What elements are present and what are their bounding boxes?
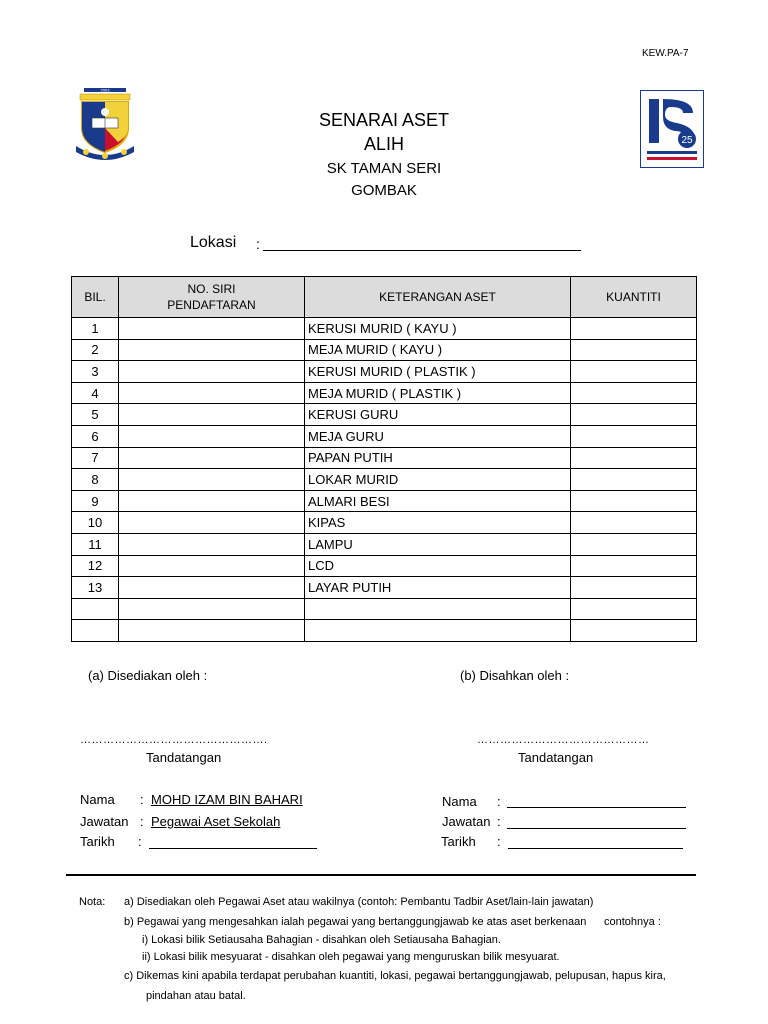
prepared-jawatan-label: Jawatan	[80, 814, 129, 829]
cell-kuantiti[interactable]	[571, 555, 697, 577]
table-row	[72, 533, 697, 555]
cell-no-siri[interactable]	[119, 404, 305, 426]
cell-bil: 7	[72, 447, 119, 469]
cell-bil: 1	[72, 318, 119, 340]
prepared-by-label: (a) Disediakan oleh :	[88, 668, 208, 683]
prepared-signature-label: Tandatangan	[146, 750, 222, 765]
header-kuantiti: KUANTITI	[571, 277, 697, 318]
table-header-row	[72, 277, 697, 318]
cell-no-siri[interactable]	[119, 512, 305, 534]
cell-keterangan: ALMARI BESI	[305, 490, 571, 512]
cell-bil: 4	[72, 382, 119, 404]
prepared-signature-line[interactable]: ………………………………………….	[80, 734, 268, 746]
cell-kuantiti[interactable]	[571, 598, 697, 620]
cell-no-siri[interactable]	[119, 425, 305, 447]
table-row	[72, 447, 697, 469]
cell-no-siri[interactable]	[119, 447, 305, 469]
cell-keterangan	[305, 620, 571, 642]
form-code: KEW.PA-7	[642, 48, 689, 59]
cell-kuantiti[interactable]	[571, 404, 697, 426]
table-row	[72, 361, 697, 383]
cell-kuantiti[interactable]	[571, 447, 697, 469]
prepared-tarikh-colon: :	[138, 834, 142, 849]
title-line-1: SENARAI ASET	[318, 110, 450, 130]
cell-no-siri[interactable]	[119, 339, 305, 361]
cell-keterangan: PAPAN PUTIH	[305, 447, 571, 469]
cell-bil: 6	[72, 425, 119, 447]
cell-kuantiti[interactable]	[571, 425, 697, 447]
cell-bil: 2	[72, 339, 119, 361]
approved-nama-colon: :	[497, 794, 501, 809]
prepared-nama-colon: :	[140, 792, 144, 807]
approved-tarikh-label: Tarikh	[441, 834, 476, 849]
divider	[66, 874, 696, 876]
note-b-i: i) Lokasi bilik Setiausaha Bahagian - disahkan oleh Setiausaha Bahagian.	[142, 934, 501, 946]
table-row	[72, 404, 697, 426]
approved-tarikh-field[interactable]	[508, 848, 683, 849]
prepared-tarikh-field[interactable]	[149, 848, 317, 849]
cell-keterangan: LOKAR MURID	[305, 469, 571, 491]
asset-table	[71, 276, 697, 642]
cell-bil: 3	[72, 361, 119, 383]
cell-keterangan: MEJA MURID ( KAYU )	[305, 339, 571, 361]
cell-kuantiti[interactable]	[571, 318, 697, 340]
note-a: a) Disediakan oleh Pegawai Aset atau wakilnya (contoh: Pembantu Tadbir Aset/lain-lain jawatan)	[124, 896, 594, 908]
table-row	[72, 382, 697, 404]
cell-bil: 11	[72, 533, 119, 555]
cell-keterangan: LAYAR PUTIH	[305, 577, 571, 599]
cell-kuantiti[interactable]	[571, 577, 697, 599]
table-row	[72, 339, 697, 361]
prepared-jawatan-value: Pegawai Aset Sekolah	[151, 814, 281, 829]
cell-bil	[72, 598, 119, 620]
cell-bil	[72, 620, 119, 642]
note-b-ii: ii) Lokasi bilik mesyuarat - disahkan oleh pegawai yang menguruskan bilik mesyuarat.	[142, 951, 560, 963]
cell-keterangan: KERUSI GURU	[305, 404, 571, 426]
table-row	[72, 425, 697, 447]
cell-no-siri[interactable]	[119, 361, 305, 383]
prepared-nama-value: MOHD IZAM BIN BAHARI	[151, 792, 303, 807]
lokasi-field[interactable]	[263, 250, 581, 251]
cell-kuantiti[interactable]	[571, 361, 697, 383]
approved-tarikh-colon: :	[497, 834, 501, 849]
header-bil: BIL.	[72, 277, 119, 318]
cell-no-siri[interactable]	[119, 318, 305, 340]
approved-nama-label: Nama	[442, 794, 477, 809]
cell-kuantiti[interactable]	[571, 490, 697, 512]
crest-year: 2003	[100, 87, 110, 93]
table-row	[72, 469, 697, 491]
cell-no-siri[interactable]	[119, 533, 305, 555]
prepared-jawatan-colon: :	[140, 814, 144, 829]
cell-no-siri[interactable]	[119, 620, 305, 642]
header-no-siri-line-2: PENDAFTARAN	[167, 298, 256, 312]
cell-keterangan: LCD	[305, 555, 571, 577]
lokasi-colon: :	[256, 236, 260, 252]
cell-kuantiti[interactable]	[571, 469, 697, 491]
cell-keterangan: MEJA MURID ( PLASTIK )	[305, 382, 571, 404]
cell-no-siri[interactable]	[119, 469, 305, 491]
school-name-line-2: GOMBAK	[351, 182, 417, 199]
cell-kuantiti[interactable]	[571, 620, 697, 642]
school-name-line-1: SK TAMAN SERI	[326, 160, 442, 177]
cell-bil: 8	[72, 469, 119, 491]
cell-bil: 13	[72, 577, 119, 599]
table-row	[72, 512, 697, 534]
cell-bil: 5	[72, 404, 119, 426]
cell-no-siri[interactable]	[119, 577, 305, 599]
prepared-nama-label: Nama	[80, 792, 115, 807]
approved-nama-field[interactable]	[507, 807, 686, 808]
note-b-example: contohnya :	[604, 916, 661, 928]
ministry-logo-number: 25	[681, 135, 693, 146]
approved-jawatan-colon: :	[497, 814, 501, 829]
cell-kuantiti[interactable]	[571, 512, 697, 534]
cell-bil: 10	[72, 512, 119, 534]
approved-jawatan-field[interactable]	[507, 828, 686, 829]
lokasi-label: Lokasi	[190, 234, 237, 251]
cell-keterangan: LAMPU	[305, 533, 571, 555]
note-c-continued: pindahan atau batal.	[146, 990, 246, 1002]
cell-kuantiti[interactable]	[571, 339, 697, 361]
prepared-tarikh-label: Tarikh	[80, 834, 115, 849]
cell-keterangan: KERUSI MURID ( KAYU )	[305, 318, 571, 340]
note-c: c) Dikemas kini apabila terdapat perubahan kuantiti, lokasi, pegawai bertanggungjawab, pelupusan, hapus kira,	[124, 970, 666, 982]
cell-bil: 9	[72, 490, 119, 512]
header-keterangan: KETERANGAN ASET	[305, 277, 571, 318]
notes-label: Nota:	[79, 896, 106, 908]
cell-bil: 12	[72, 555, 119, 577]
cell-no-siri[interactable]	[119, 555, 305, 577]
title-line-2: ALIH	[363, 134, 405, 154]
table-row	[72, 555, 697, 577]
approved-signature-line[interactable]: ………………………………………	[477, 734, 650, 746]
approved-signature-label: Tandatangan	[518, 750, 594, 765]
cell-keterangan: KERUSI MURID ( PLASTIK )	[305, 361, 571, 383]
cell-keterangan	[305, 598, 571, 620]
header-no-siri-line-1: NO. SIRI	[187, 282, 236, 296]
approved-jawatan-label: Jawatan	[442, 814, 491, 829]
cell-keterangan: KIPAS	[305, 512, 571, 534]
header-no-siri	[119, 277, 305, 318]
table-row	[72, 577, 697, 599]
table-row	[72, 490, 697, 512]
cell-no-siri[interactable]	[119, 382, 305, 404]
cell-kuantiti[interactable]	[571, 382, 697, 404]
cell-no-siri[interactable]	[119, 598, 305, 620]
cell-kuantiti[interactable]	[571, 533, 697, 555]
table-row	[72, 598, 697, 620]
table-row	[72, 318, 697, 340]
cell-no-siri[interactable]	[119, 490, 305, 512]
approved-by-label: (b) Disahkan oleh :	[460, 668, 570, 683]
note-b: b) Pegawai yang mengesahkan ialah pegawai yang bertanggungjawab ke atas aset berkenaan	[124, 916, 587, 928]
table-row	[72, 620, 697, 642]
cell-keterangan: MEJA GURU	[305, 425, 571, 447]
